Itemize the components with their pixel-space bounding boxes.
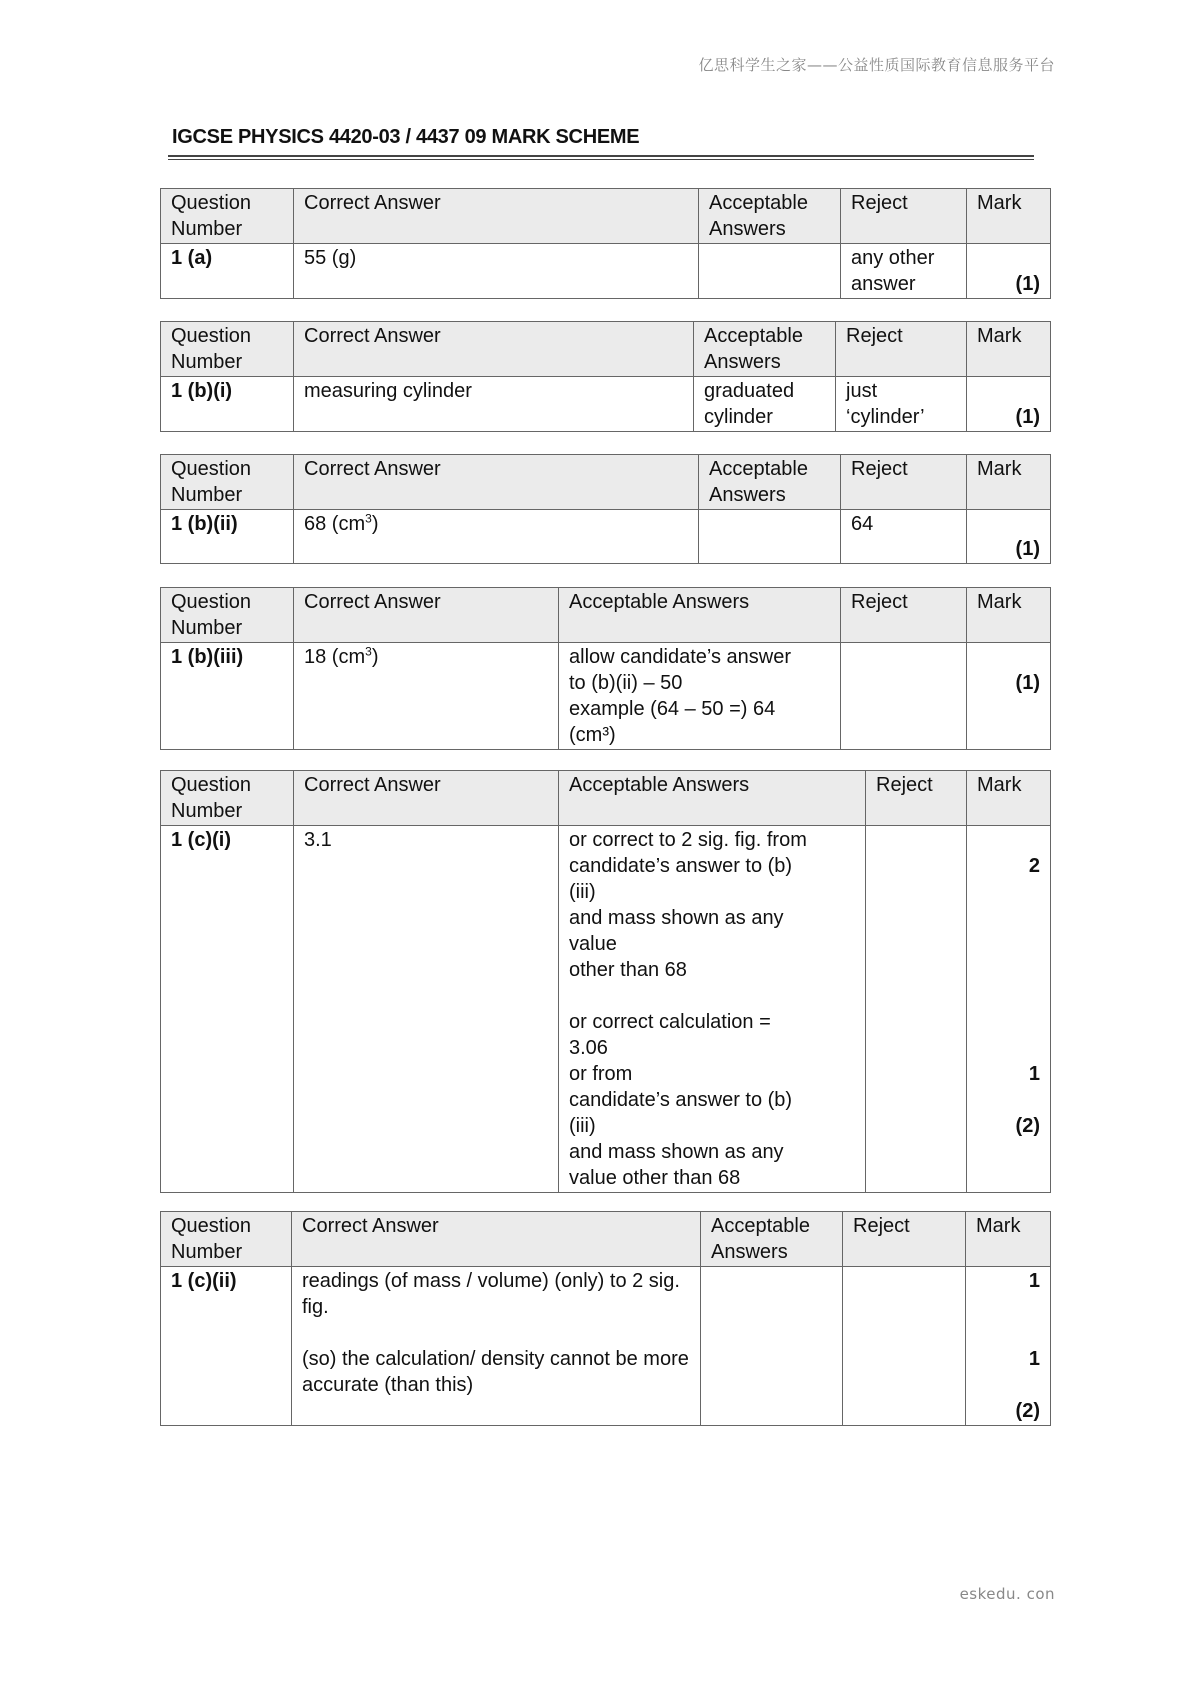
header-mark: Mark <box>967 455 1051 510</box>
header-acceptable-answers: Acceptable Answers <box>694 322 836 377</box>
header-mark: Mark <box>967 771 1051 826</box>
correct-answer-part: (so) the calculation/ density cannot be more accurate (than this) <box>302 1348 689 1396</box>
acceptable-answers <box>559 826 866 1193</box>
table-header-row <box>161 588 1051 643</box>
reject-answer <box>866 826 967 1193</box>
correct-answer <box>294 510 699 564</box>
acceptable-line: candidate’s answer to (b) <box>569 855 793 877</box>
acceptable-answers <box>699 244 841 299</box>
header-reject: Reject <box>843 1212 966 1267</box>
header-mark: Mark <box>967 189 1051 244</box>
table-header-row <box>161 189 1051 244</box>
superscript: 3 <box>365 644 372 659</box>
mark-value: (1) <box>967 510 1051 564</box>
title-underline <box>168 155 1034 160</box>
header-reject: Reject <box>841 455 967 510</box>
acceptable-line: example (64 – 50 =) 64 <box>569 698 776 720</box>
table-row <box>161 643 1051 750</box>
header-acceptable-answers: Acceptable Answers <box>559 588 841 643</box>
mark-value: 2 <box>1028 855 1040 877</box>
acceptable-line: (iii) <box>569 1115 596 1137</box>
mark-value: 1 <box>1028 1270 1040 1292</box>
header-mark: Mark <box>966 1212 1051 1267</box>
mark-cell <box>967 826 1051 1193</box>
header-question-number: Question Number <box>161 455 294 510</box>
header-correct-answer: Correct Answer <box>292 1212 701 1267</box>
header-reject: Reject <box>841 189 967 244</box>
correct-answer-suffix: ) <box>371 646 379 668</box>
mark-table-1bii <box>160 454 1051 564</box>
header-correct-answer: Correct Answer <box>294 771 559 826</box>
table-header-row <box>161 322 1051 377</box>
mark-value: 1 <box>1028 1348 1040 1370</box>
acceptable-line: and mass shown as any <box>569 907 784 929</box>
header-correct-answer: Correct Answer <box>294 189 699 244</box>
header-correct-answer: Correct Answer <box>294 322 694 377</box>
header-acceptable-answers: Acceptable Answers <box>699 455 841 510</box>
superscript: 3 <box>365 511 372 526</box>
mark-table-1cii <box>160 1211 1051 1426</box>
acceptable-line: allow candidate’s answer <box>569 646 791 668</box>
acceptable-answers: graduated cylinder <box>694 377 836 432</box>
correct-answer-value: 18 (cm <box>304 646 366 668</box>
header-correct-answer: Correct Answer <box>294 455 699 510</box>
header-acceptable-answers: Acceptable Answers <box>559 771 866 826</box>
mark-total: (2) <box>1015 1115 1040 1137</box>
mark-value: (1) <box>967 244 1051 299</box>
acceptable-line: or from <box>569 1063 633 1085</box>
reject-answer <box>843 1267 966 1426</box>
header-correct-answer: Correct Answer <box>294 588 559 643</box>
correct-answer-part: readings (of mass / volume) (only) to 2 sig. fig. <box>302 1270 680 1318</box>
acceptable-line: or correct to 2 sig. fig. from <box>569 829 807 851</box>
correct-answer <box>292 1267 701 1426</box>
acceptable-line: 3.06 <box>569 1037 608 1059</box>
table-row <box>161 510 1051 564</box>
mark-table-1bi <box>160 321 1051 432</box>
table-header-row <box>161 771 1051 826</box>
question-number: 1 (b)(ii) <box>161 510 294 564</box>
table-header-row <box>161 1212 1051 1267</box>
mark-total: (2) <box>1015 1400 1040 1422</box>
mark-value: (1) <box>1015 672 1040 694</box>
footer-text: eskedu. con <box>959 1585 1055 1603</box>
header-reject: Reject <box>841 588 967 643</box>
header-acceptable-answers: Acceptable Answers <box>701 1212 843 1267</box>
table-header-row <box>161 455 1051 510</box>
reject-answer: any other answer <box>841 244 967 299</box>
watermark-text: 亿思科学生之家——公益性质国际教育信息服务平台 <box>698 56 1055 74</box>
mark-cell <box>966 1267 1051 1426</box>
page-title: IGCSE PHYSICS 4420-03 / 4437 09 MARK SCHEME <box>172 126 640 148</box>
acceptable-line: (cm³) <box>569 724 616 746</box>
question-number: 1 (c)(i) <box>161 826 294 1193</box>
header-reject: Reject <box>866 771 967 826</box>
correct-answer-suffix: ) <box>371 513 379 535</box>
header-question-number: Question Number <box>161 189 294 244</box>
acceptable-answers <box>701 1267 843 1426</box>
acceptable-line: or correct calculation = <box>569 1011 771 1033</box>
acceptable-answers <box>699 510 841 564</box>
question-number: 1 (a) <box>161 244 294 299</box>
correct-answer-value: 68 (cm <box>304 513 366 535</box>
acceptable-line: value <box>569 933 617 955</box>
header-question-number: Question Number <box>161 771 294 826</box>
header-mark: Mark <box>967 322 1051 377</box>
acceptable-line: candidate’s answer to (b) <box>569 1089 793 1111</box>
question-number: 1 (c)(ii) <box>161 1267 292 1426</box>
acceptable-line: value other than 68 <box>569 1167 741 1189</box>
correct-answer: 3.1 <box>294 826 559 1193</box>
question-number: 1 (b)(iii) <box>161 643 294 750</box>
mark-table-1ci <box>160 770 1051 1193</box>
table-row <box>161 244 1051 299</box>
question-number: 1 (b)(i) <box>161 377 294 432</box>
acceptable-line: (iii) <box>569 881 596 903</box>
table-row <box>161 1267 1051 1426</box>
reject-answer: just ‘cylinder’ <box>836 377 967 432</box>
table-row <box>161 826 1051 1193</box>
header-question-number: Question Number <box>161 1212 292 1267</box>
header-reject: Reject <box>836 322 967 377</box>
header-mark: Mark <box>967 588 1051 643</box>
header-question-number: Question Number <box>161 588 294 643</box>
header-question-number: Question Number <box>161 322 294 377</box>
mark-table-1biii <box>160 587 1051 750</box>
correct-answer: 55 (g) <box>294 244 699 299</box>
acceptable-line: and mass shown as any <box>569 1141 784 1163</box>
acceptable-answers <box>559 643 841 750</box>
acceptable-line: other than 68 <box>569 959 687 981</box>
mark-value: (1) <box>967 377 1051 432</box>
mark-value: 1 <box>1028 1063 1040 1085</box>
reject-answer: 64 <box>841 510 967 564</box>
mark-table-1a <box>160 188 1051 299</box>
mark-cell <box>967 643 1051 750</box>
acceptable-line: to (b)(ii) – 50 <box>569 672 683 694</box>
header-acceptable-answers: Acceptable Answers <box>699 189 841 244</box>
correct-answer: measuring cylinder <box>294 377 694 432</box>
correct-answer <box>294 643 559 750</box>
table-row <box>161 377 1051 432</box>
reject-answer <box>841 643 967 750</box>
